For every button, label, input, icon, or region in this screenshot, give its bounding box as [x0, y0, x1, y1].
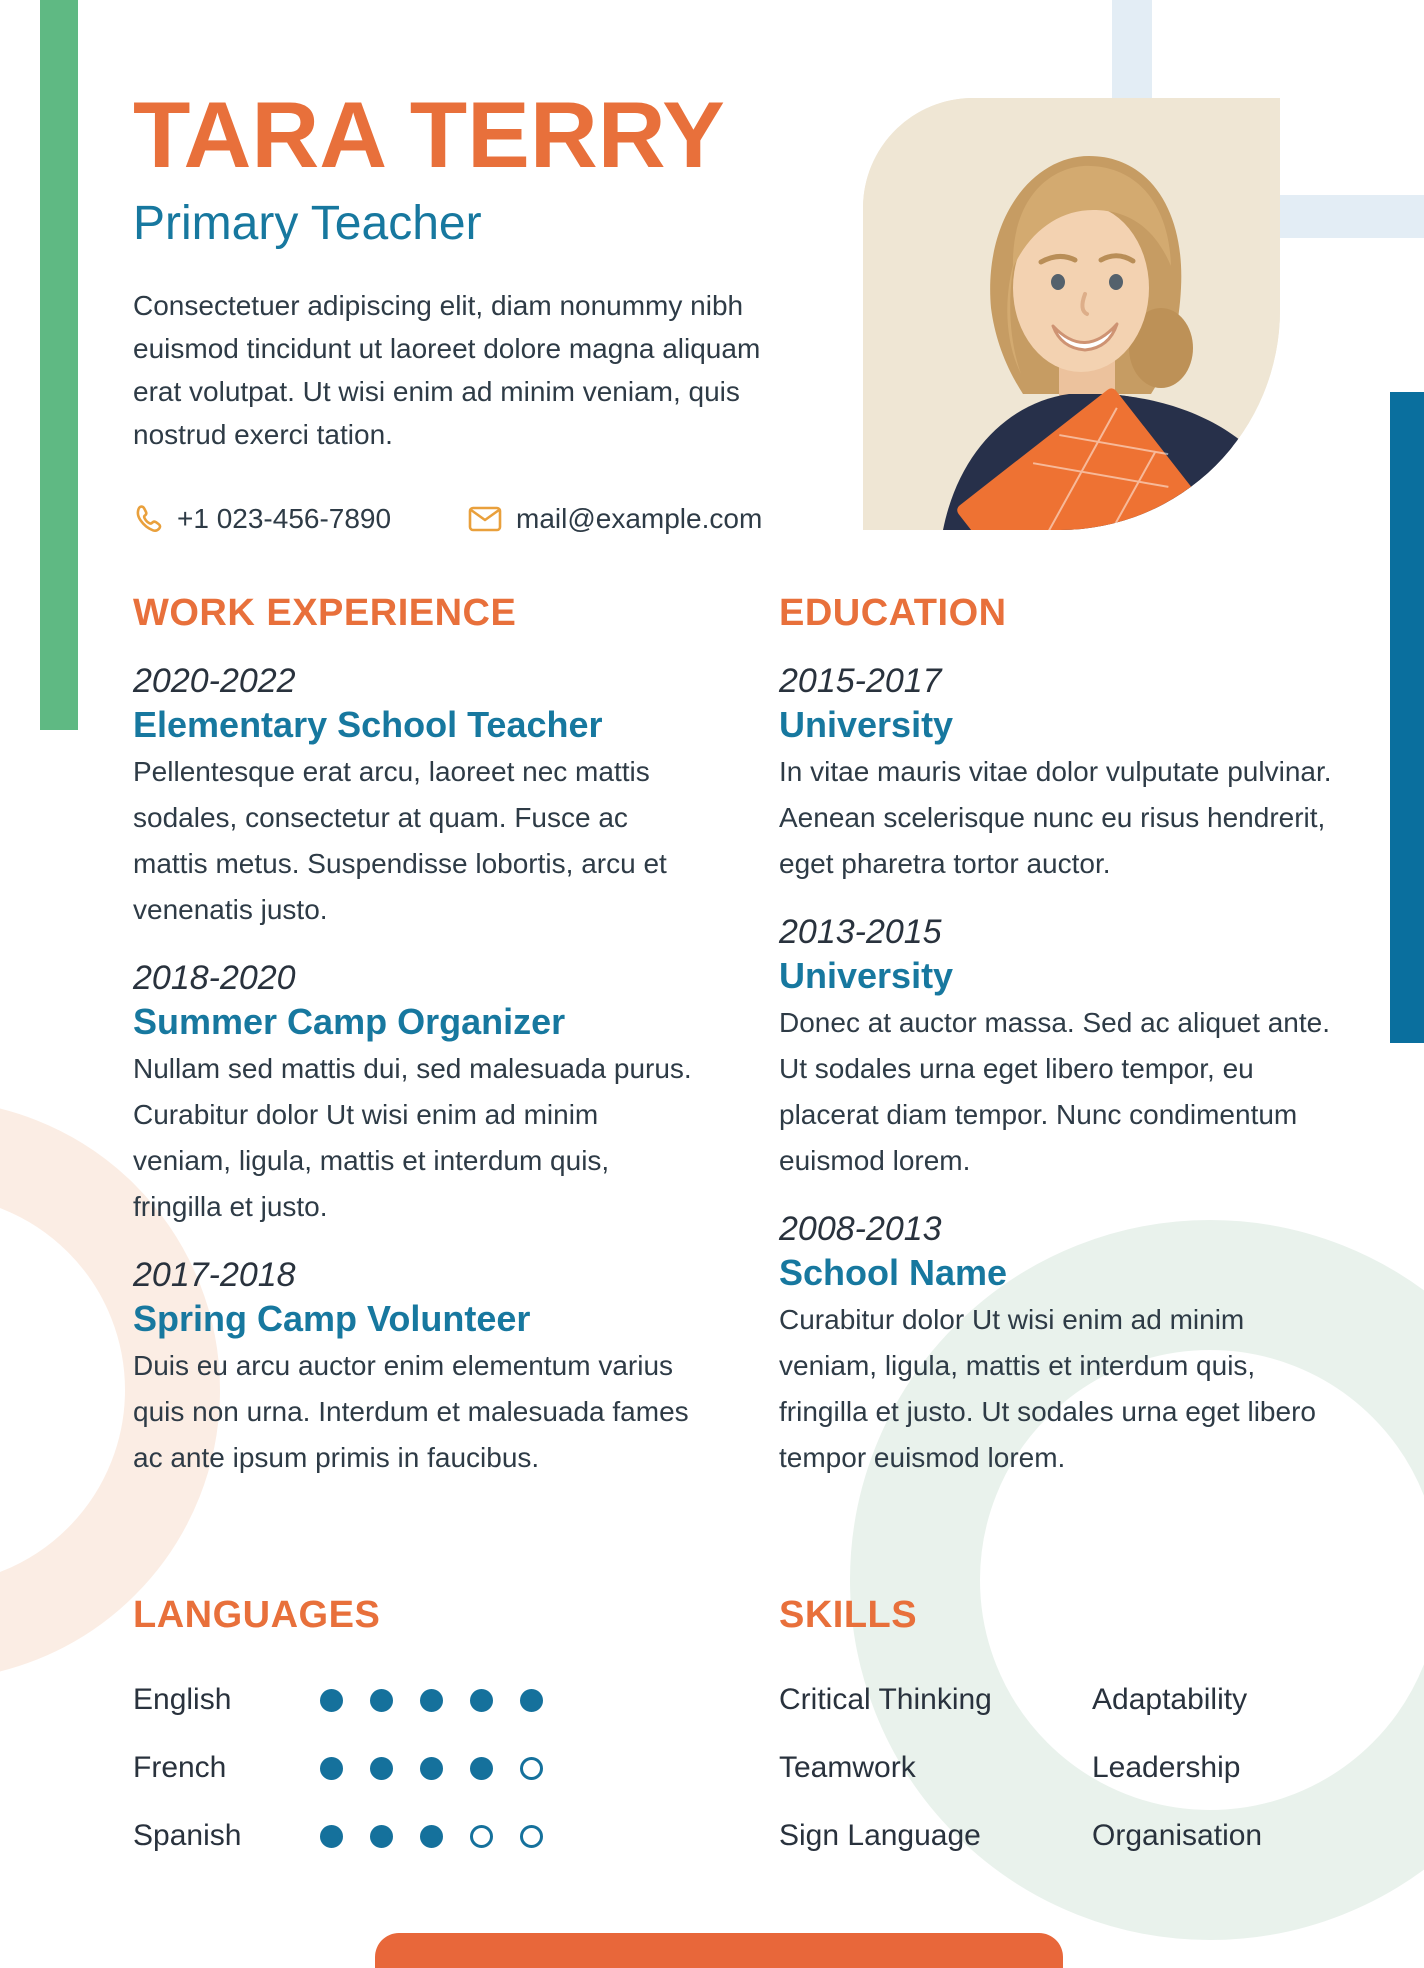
languages-list	[133, 1680, 753, 1856]
work-entry	[133, 661, 733, 933]
language-name: English	[133, 1683, 232, 1716]
light-blue-horizontal-strip	[1260, 195, 1424, 238]
work-entry-role: Summer Camp Organizer	[133, 1001, 566, 1042]
phone-number: +1 023-456-7890	[177, 503, 392, 534]
level-dot	[520, 1757, 543, 1780]
language-name: Spanish	[133, 1819, 242, 1852]
work-experience-title: WORK EXPERIENCE	[133, 592, 517, 634]
work-entry	[133, 958, 733, 1230]
work-entry-description: Duis eu arcu auctor enim elementum varius quis non urna. Interdum et malesuada fames ac ante ipsum primis in faucibus.	[133, 1350, 689, 1473]
education-entry	[779, 1209, 1379, 1481]
language-level-dots	[320, 1825, 543, 1848]
mail-icon	[468, 506, 502, 532]
level-dot	[420, 1689, 443, 1712]
green-accent-bar	[40, 0, 78, 730]
contact-row	[133, 496, 833, 542]
language-name: French	[133, 1751, 227, 1784]
person-name: TARA TERRY	[133, 82, 725, 187]
work-experience-section	[133, 590, 733, 1481]
level-dot	[420, 1757, 443, 1780]
level-dot	[370, 1689, 393, 1712]
education-title: EDUCATION	[779, 592, 1007, 634]
skills-section	[779, 1592, 1399, 1884]
skill-item: Critical Thinking	[779, 1683, 992, 1716]
level-dot	[370, 1825, 393, 1848]
languages-title: LANGUAGES	[133, 1594, 381, 1636]
level-dot	[320, 1825, 343, 1848]
work-entry-role: Spring Camp Volunteer	[133, 1298, 531, 1339]
person-role: Primary Teacher	[133, 197, 482, 250]
skills-list	[779, 1680, 1399, 1884]
work-entry-period: 2017-2018	[133, 1256, 296, 1294]
work-entry-description: Pellentesque erat arcu, laoreet nec mattis sodales, consectetur at quam. Fusce ac mattis metus. Suspendisse lobortis, arcu et venenatis justo.	[133, 756, 667, 925]
skill-item: Sign Language	[779, 1819, 981, 1852]
blue-side-bar	[1390, 392, 1424, 1043]
language-row	[133, 1680, 753, 1720]
phone-contact	[133, 496, 391, 542]
email-contact	[468, 496, 762, 542]
language-row	[133, 1816, 753, 1856]
work-entry-role: Elementary School Teacher	[133, 704, 603, 745]
level-dot	[370, 1757, 393, 1780]
light-blue-vertical-strip	[1112, 0, 1152, 104]
education-entry-period: 2015-2017	[779, 662, 942, 700]
education-entry-description: Curabitur dolor Ut wisi enim ad minim veniam, ligula, mattis et interdum quis, fringilla et justo. Ut sodales urna eget libero tempor euismod lorem.	[779, 1304, 1316, 1473]
language-level-dots	[320, 1757, 543, 1780]
education-entry-period: 2013-2015	[779, 913, 942, 951]
skill-item: Leadership	[1092, 1751, 1241, 1784]
level-dot	[520, 1689, 543, 1712]
education-entry-description: In vitae mauris vitae dolor vulputate pulvinar. Aenean scelerisque nunc eu risus hendrerit, eget pharetra tortor auctor.	[779, 756, 1332, 879]
work-entry-period: 2018-2020	[133, 959, 296, 997]
skill-item: Teamwork	[779, 1751, 916, 1784]
level-dot	[470, 1757, 493, 1780]
education-entry	[779, 912, 1379, 1184]
languages-section	[133, 1592, 753, 1884]
work-entry-description: Nullam sed mattis dui, sed malesuada purus. Curabitur dolor Ut wisi enim ad minim veniam, ligula, mattis et interdum quis, fringilla et justo.	[133, 1053, 692, 1222]
level-dot	[420, 1825, 443, 1848]
work-entry-period: 2020-2022	[133, 662, 296, 700]
education-entry	[779, 661, 1379, 887]
level-dot	[470, 1825, 493, 1848]
language-row	[133, 1748, 753, 1788]
level-dot	[520, 1825, 543, 1848]
education-entry-period: 2008-2013	[779, 1210, 942, 1248]
education-entry-school: University	[779, 955, 954, 996]
profile-photo-illustration	[863, 98, 1280, 530]
email-address: mail@example.com	[516, 503, 763, 534]
level-dot	[470, 1689, 493, 1712]
skill-item: Adaptability	[1092, 1683, 1248, 1716]
level-dot	[320, 1689, 343, 1712]
level-dot	[320, 1757, 343, 1780]
footer-accent-bar	[375, 1933, 1063, 1968]
education-entry-school: School Name	[779, 1252, 1008, 1293]
profile-photo	[863, 98, 1280, 530]
skills-title: SKILLS	[779, 1594, 918, 1636]
phone-icon	[133, 504, 163, 534]
language-level-dots	[320, 1689, 543, 1712]
education-entry-school: University	[779, 704, 954, 745]
work-entry	[133, 1255, 733, 1481]
education-entry-description: Donec at auctor massa. Sed ac aliquet ante. Ut sodales urna eget libero tempor, eu placerat diam tempor. Nunc condimentum euismod lorem.	[779, 1007, 1330, 1176]
profile-summary: Consectetuer adipiscing elit, diam nonummy nibh euismod tincidunt ut laoreet dolore magna aliquam erat volutpat. Ut wisi enim ad minim veniam, quis nostrud exerci tation.	[133, 290, 761, 450]
skill-item: Organisation	[1092, 1819, 1263, 1852]
education-section	[779, 590, 1379, 1481]
